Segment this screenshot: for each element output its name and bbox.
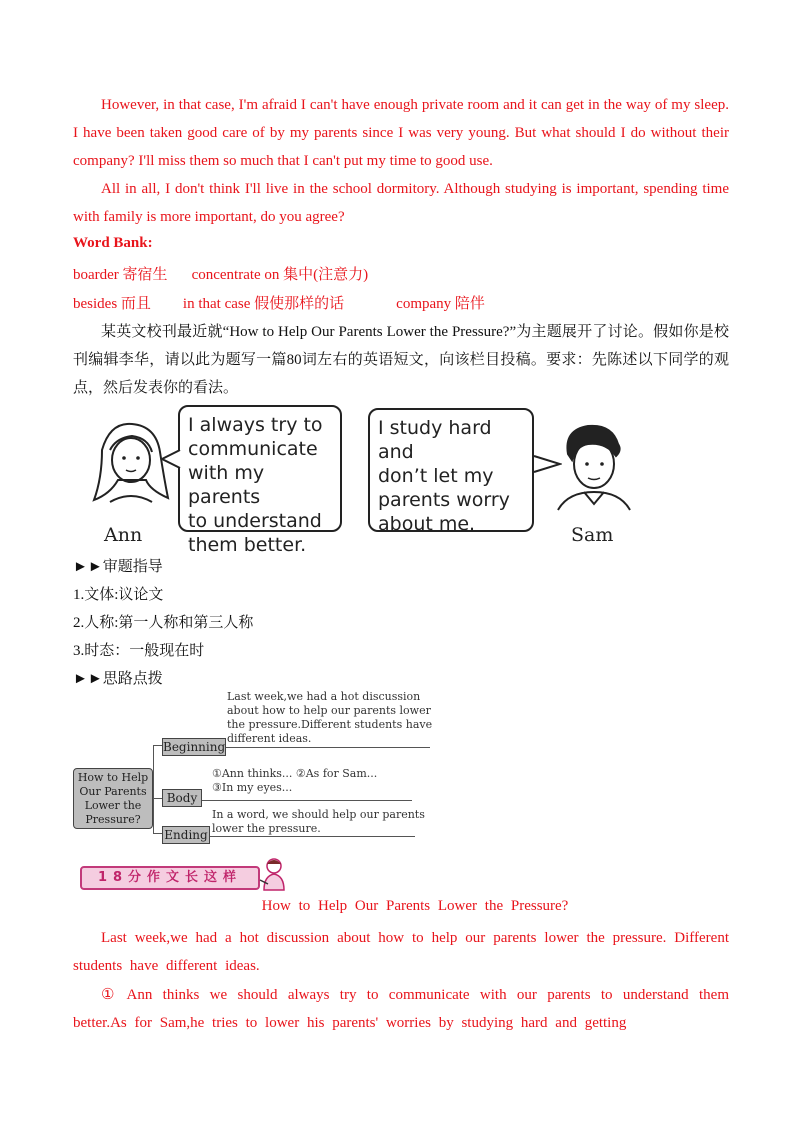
guide-item: 2.人称:第一人称和第三人称 — [73, 615, 254, 631]
essay-paragraph-2: All in all, I don't think I'll live in the school dormitory. Although studying is important, spending time with family is more important, do you agree? — [73, 181, 729, 225]
word-bank-item: in that case 假使那样的话 — [182, 296, 345, 312]
ann-bubble-tail — [160, 448, 182, 470]
guide-heading: ►►审题指导 — [73, 559, 163, 575]
word-bank-item: concentrate on 集中(注意力) — [191, 267, 369, 283]
sample-essay-paragraph-2: ① Ann thinks we should always try to communicate with our parents to understand them better.As for Sam,he tries to lower his parents' worries by studying hard and getting — [73, 987, 729, 1031]
guide-item: 3.时态：一般现在时 — [73, 643, 205, 659]
ann-speech-bubble: I always try to communicate with my parents to understand them better. — [178, 405, 342, 532]
girl-writing-icon — [258, 856, 290, 892]
guide-item: 1.文体:议论文 — [73, 587, 164, 603]
sam-speech-bubble: I study hard and don’t let my parents worry about me. — [368, 408, 534, 532]
word-bank-item: besides 而且 — [73, 296, 151, 312]
essay-title: How to Help Our Parents Lower the Pressure? — [261, 898, 569, 914]
task-prompt: 某英文校刊最近就“How to Help Our Parents Lower the Pressure?”为主题展开了讨论。假如你是校刊编辑李华，请以此为题写一篇80词左右的英语短文，向该栏目投稿。要求：先陈述以下同学的观点，然后发表你的看法。 — [73, 324, 729, 396]
word-bank-heading: Word Bank: — [73, 235, 153, 251]
mindmap-body-text: ①Ann thinks... ②As for Sam... ③In my eyes... — [212, 767, 378, 794]
mindmap-ending-text: In a word, we should help our parents lower the pressure. — [212, 808, 425, 835]
mindmap-beginning-text: Last week,we had a hot discussion about how to help our parents lower the pressure.Different students have different ideas. — [227, 690, 433, 745]
word-bank-item: boarder 寄宿生 — [73, 267, 168, 283]
sam-name: Sam — [571, 524, 614, 546]
essay-paragraph-1: However, in that case, I'm afraid I can't have enough private room and it can get in the way of my sleep. I have been taken good care of by my parents since I was very young. But what should I do without their company? I'll miss them so much that I can't put my time to good use. — [73, 97, 729, 169]
word-bank-item: company 陪伴 — [396, 296, 485, 312]
ann-name: Ann — [104, 524, 143, 546]
sample-essay-banner: 18分作文长这样 — [80, 866, 260, 890]
mindmap-branch-beginning: Beginning — [163, 740, 226, 754]
sample-essay-paragraph-1: Last week,we had a hot discussion about how to help our parents lower the pressure. Different students have different ideas. — [73, 930, 729, 974]
mindmap-root: How to Help Our Parents Lower the Pressure? — [73, 768, 153, 829]
mindmap-branch-body: Body — [162, 789, 202, 807]
sam-illustration — [548, 420, 638, 515]
guide-heading-2: ►►思路点拨 — [73, 671, 163, 687]
word-bank-row-1 — [73, 263, 368, 284]
word-bank-row-2 — [73, 292, 485, 313]
mindmap-branch-ending: Ending — [162, 826, 210, 844]
